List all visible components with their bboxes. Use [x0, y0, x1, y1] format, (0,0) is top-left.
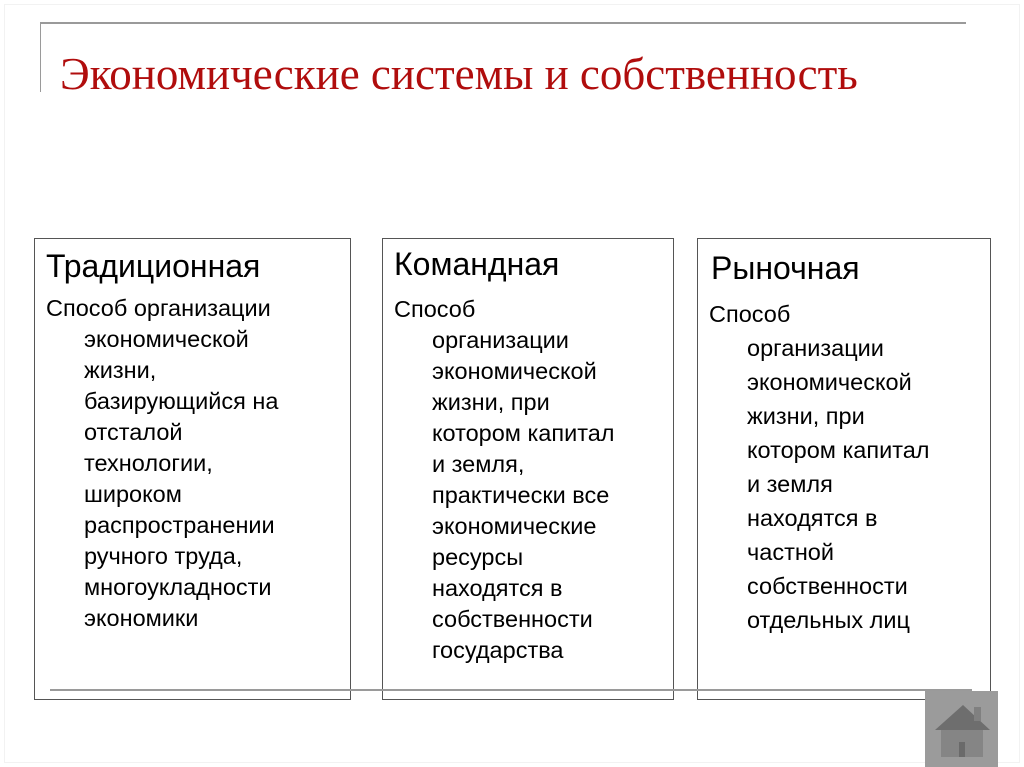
description-line: базирующийся на: [84, 388, 279, 414]
description-line: жизни,: [84, 357, 157, 383]
card-description: [46, 293, 346, 634]
card-command: [382, 238, 674, 700]
description-line: собственности: [747, 573, 908, 599]
description-line: собственности: [432, 606, 593, 632]
card-description: [709, 297, 989, 637]
top-divider: [40, 22, 966, 24]
home-icon: [925, 691, 998, 767]
card-heading: Традиционная: [46, 248, 261, 284]
description-line: отдельных лиц: [747, 607, 910, 633]
description-line: практически все: [432, 482, 610, 508]
description-line: широком: [84, 481, 182, 507]
description-line: многоукладности: [84, 574, 272, 600]
description-first-line: Способ организации: [46, 295, 271, 321]
card-heading: Командная: [394, 246, 560, 282]
card-heading: Рыночная: [711, 250, 860, 286]
description-line: организации: [432, 327, 569, 353]
description-line: экономические: [432, 513, 597, 539]
description-line: государства: [432, 637, 564, 663]
description-line: распространении: [84, 512, 275, 538]
description-line: котором капитал: [432, 420, 615, 446]
description-line: частной: [747, 539, 835, 565]
slide-title: Экономические системы и собственность: [60, 49, 858, 99]
description-line: экономической: [747, 369, 912, 395]
description-line: и земля: [747, 471, 833, 497]
description-line: жизни, при: [432, 389, 550, 415]
description-line: находятся в: [432, 575, 563, 601]
description-line: находятся в: [747, 505, 878, 531]
description-line: ручного труда,: [84, 543, 243, 569]
description-line: экономики: [84, 605, 199, 631]
description-line: котором капитал: [747, 437, 930, 463]
description-first-line: Способ: [709, 301, 791, 327]
description-line: жизни, при: [747, 403, 865, 429]
home-button[interactable]: [925, 691, 998, 767]
description-first-line: Способ: [394, 296, 476, 322]
description-line: технологии,: [84, 450, 213, 476]
description-line: экономической: [432, 358, 597, 384]
card-traditional: [34, 238, 351, 700]
bottom-divider: [50, 689, 972, 691]
left-divider: [40, 22, 41, 92]
card-market: [697, 238, 991, 700]
description-line: отсталой: [84, 419, 183, 445]
description-line: экономической: [84, 326, 249, 352]
description-line: ресурсы: [432, 544, 524, 570]
description-line: организации: [747, 335, 884, 361]
description-line: и земля,: [432, 451, 525, 477]
card-description: [394, 294, 669, 666]
